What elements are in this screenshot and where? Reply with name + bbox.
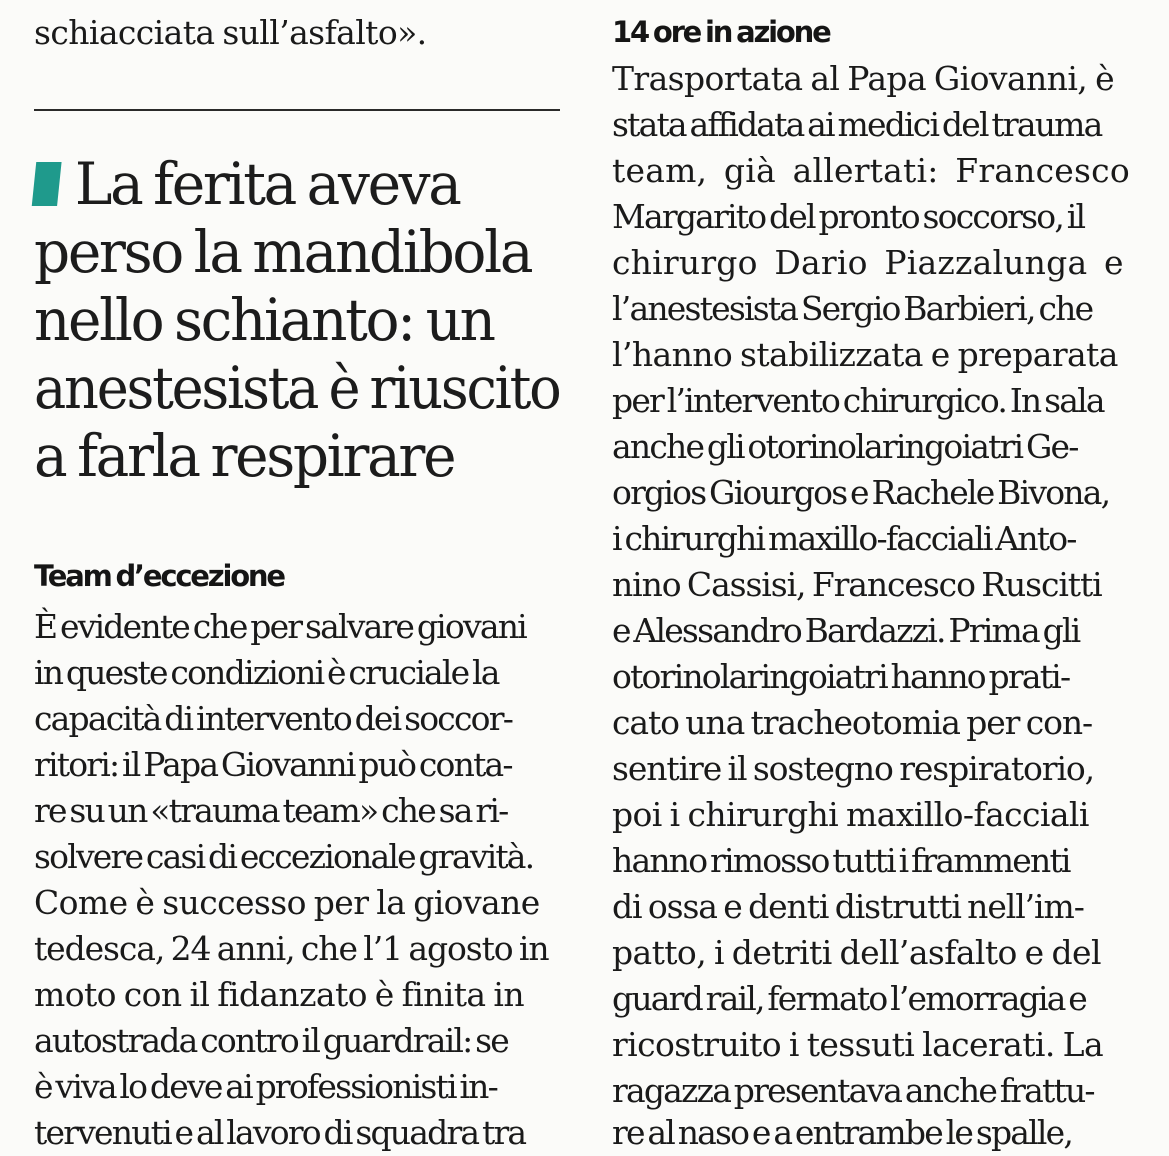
body-line: capacità di intervento dei soccor-	[34, 699, 513, 738]
body-line: Come è successo per la giovane	[34, 883, 540, 922]
pull-quote-line: anestesista è riuscito	[34, 354, 560, 422]
body-line: re al naso e a entrambe le spalle,	[612, 1113, 1073, 1152]
body-line: È evidente che per salvare giovani	[34, 607, 526, 646]
body-line: di ossa e denti distrutti nell’im-	[612, 887, 1084, 926]
pull-quote-marker-icon	[32, 162, 62, 206]
body-line: anche gli otorinolaringoiatri Ge-	[612, 427, 1078, 466]
body-line: ragazza presentava anche frattu-	[612, 1071, 1094, 1110]
subheading-team: Team d’eccezione	[34, 559, 284, 593]
pull-quote-line: La ferita aveva	[34, 150, 560, 218]
body-line: team, già allertati: Francesco	[612, 151, 1130, 190]
body-line: Trasportata al Papa Giovanni, è	[612, 59, 1114, 98]
pull-quote-line: nello schianto: un	[34, 286, 494, 354]
body-line: orgios Giourgos e Rachele Bivona,	[612, 473, 1110, 512]
body-line: l’anestesista Sergio Barbieri, che	[612, 289, 1093, 328]
body-line: ritori: il Papa Giovanni può conta-	[34, 745, 512, 784]
body-line: cato una tracheotomia per con-	[612, 703, 1093, 742]
body-line: hanno rimosso tutti i frammenti	[612, 841, 1070, 880]
body-line: moto con il fidanzato è finita in	[34, 975, 524, 1014]
body-line: Margarito del pronto soccorso, il	[612, 197, 1085, 236]
body-line: per l’intervento chirurgico. In sala	[612, 381, 1104, 420]
pull-quote-line: perso la mandibola	[34, 218, 532, 286]
body-line: è viva lo deve ai professionisti in-	[34, 1067, 497, 1106]
body-line: l’hanno stabilizzata e preparata	[612, 335, 1118, 374]
body-line: patto, i detriti dell’asfalto e del	[612, 933, 1101, 972]
body-line: tervenuti e al lavoro di squadra tra	[34, 1113, 526, 1152]
body-line: stata affidata ai medici del trauma	[612, 105, 1102, 144]
body-line: chirurgo Dario Piazzalunga e	[612, 243, 1124, 282]
section-divider	[34, 109, 560, 111]
body-line: e Alessandro Bardazzi. Prima gli	[612, 611, 1080, 650]
body-line: autostrada contro il guardrail: se	[34, 1021, 508, 1060]
body-line: otorinolaringoiatri hanno prati-	[612, 657, 1070, 696]
body-line: guard rail, fermato l’emorragia e	[612, 979, 1087, 1018]
continued-text-line: schiacciata sull’asfalto».	[34, 13, 427, 52]
body-line: tedesca, 24 anni, che l’1 agosto in	[34, 929, 549, 968]
body-line: solvere casi di eccezionale gravità.	[34, 837, 534, 876]
body-line: i chirurghi maxillo-facciali Anto-	[612, 519, 1076, 558]
body-line: ricostruito i tessuti lacerati. La	[612, 1025, 1104, 1064]
body-line: poi i chirurghi maxillo-facciali	[612, 795, 1089, 834]
body-line: sentire il sostegno respiratorio,	[612, 749, 1095, 788]
body-line: nino Cassisi, Francesco Ruscitti	[612, 565, 1102, 604]
body-line: re su un «trauma team» che sa ri-	[34, 791, 508, 830]
pull-quote-line: a farla respirare	[34, 422, 455, 490]
body-line: in queste condizioni è cruciale la	[34, 653, 499, 692]
subheading-14-ore: 14 ore in azione	[612, 15, 830, 49]
pull-quote	[34, 150, 574, 490]
